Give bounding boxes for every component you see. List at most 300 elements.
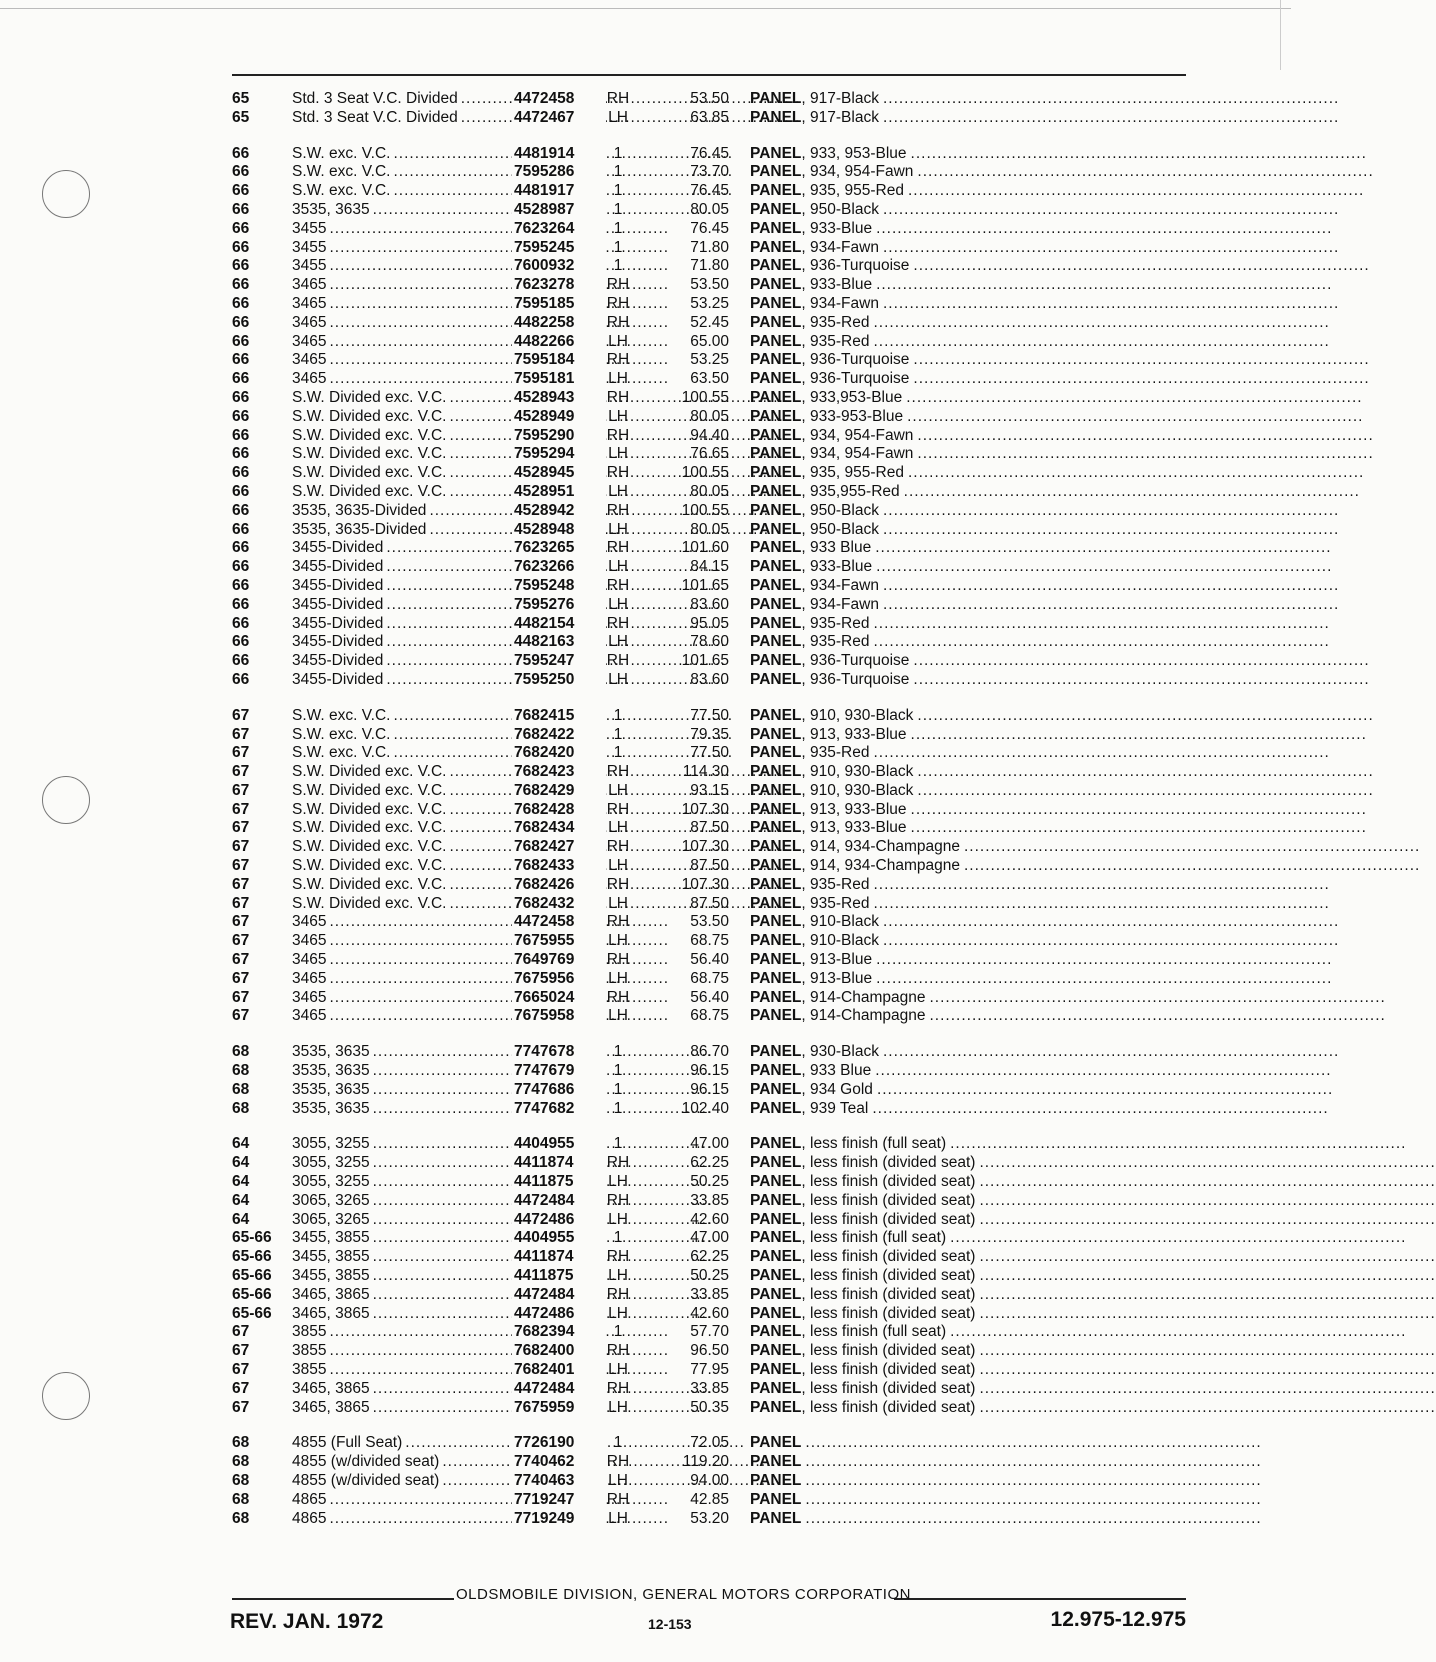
list-price: 73.70 [690, 163, 729, 181]
part-number: 7682401 [512, 1361, 606, 1380]
side-qty: RH [606, 838, 630, 856]
description: PANEL, 910, 930-Black ...................................................................................... [750, 763, 1374, 781]
side-qty: RH [606, 1154, 630, 1172]
description: PANEL, 934, 954-Fawn ...................................................................................... [750, 163, 1374, 181]
side-qty: RH [606, 426, 630, 444]
part-number: 4411875 [512, 1267, 606, 1286]
side-qty: 1 [613, 1135, 623, 1153]
model-year: 66 [232, 276, 250, 294]
application: 3455-Divided ..... [292, 615, 502, 634]
description-label: PANEL [750, 670, 802, 688]
list-price: 68.75 [690, 932, 729, 950]
part-number: 7682432 [512, 895, 606, 914]
description: PANEL, 913-Blue ...................................................................................... [750, 969, 1333, 987]
side-qty: LH [608, 819, 628, 837]
model-year: 66 [232, 370, 250, 388]
table-row [232, 1210, 1436, 1230]
side-qty: RH [606, 388, 630, 406]
part-number: 7595185 [512, 295, 606, 314]
description-label: PANEL [750, 1229, 802, 1247]
description: PANEL, 914-Champagne ...................................................................................... [750, 988, 1386, 1006]
description: PANEL, 934 Gold ...................................................................................... [750, 1080, 1334, 1098]
list-price: 96.15 [690, 1080, 729, 1098]
description-text: 910-Black [810, 913, 879, 931]
part-number: 4528943 [512, 389, 606, 408]
model-year: 65-66 [232, 1267, 272, 1285]
part-number: 7682426 [512, 876, 606, 895]
part-number: 4482258 [512, 314, 606, 333]
list-price: 71.80 [690, 238, 729, 256]
description-text: 935, 955-Red [810, 182, 904, 200]
model-year: 68 [232, 1471, 250, 1489]
description: PANEL, less finish (full seat) ...................................................................................... [750, 1229, 1407, 1247]
application: 3455-Divided ..... [292, 633, 502, 652]
application: 3465 ..... [292, 333, 502, 352]
list-price: 42.85 [690, 1490, 729, 1508]
side-qty: LH [608, 520, 628, 538]
list-price: 57.70 [690, 1323, 729, 1341]
description-label: PANEL [750, 219, 802, 237]
description-text: 910, 930-Black [810, 781, 914, 799]
table-row [232, 1471, 1262, 1491]
description-text: less finish (divided seat) [810, 1342, 976, 1360]
list-price: 56.40 [690, 988, 729, 1006]
model-year: 67 [232, 969, 250, 987]
description-text: 913-Blue [810, 951, 873, 969]
table-row [232, 163, 1374, 182]
description: PANEL, 934, 954-Fawn ...................................................................................... [750, 445, 1374, 463]
part-number: 4528987 [512, 201, 606, 220]
description-text: less finish (divided seat) [810, 1379, 976, 1397]
description-label: PANEL [750, 1099, 802, 1117]
model-year: 65-66 [232, 1229, 272, 1247]
description-text: 913, 933-Blue [810, 800, 907, 818]
description-text: less finish (divided seat) [810, 1285, 976, 1303]
description-label: PANEL [750, 1323, 802, 1341]
model-year: 66 [232, 426, 250, 444]
description-text: less finish (divided seat) [810, 1267, 976, 1285]
description-label: PANEL [750, 351, 802, 369]
description: PANEL, 934-Fawn ...................................................................................... [750, 595, 1340, 613]
part-number: 7665024 [512, 989, 606, 1008]
part-number: 7682422 [512, 726, 606, 745]
application: 3465, 3865 ..... [292, 1380, 502, 1399]
description: PANEL, less finish (divided seat) ...................................................................................... [750, 1398, 1436, 1416]
description-label: PANEL [750, 652, 802, 670]
list-price: 83.60 [690, 670, 729, 688]
table-row [232, 1154, 1436, 1173]
table-row [232, 257, 1370, 276]
list-price: 53.50 [690, 90, 729, 107]
model-year: 67 [232, 913, 250, 931]
side-qty: RH [606, 90, 630, 107]
table-row [232, 426, 1374, 446]
side-qty: 1 [613, 163, 623, 181]
model-year: 66 [232, 539, 250, 557]
part-number: 4528951 [512, 483, 606, 502]
model-year: 66 [232, 652, 250, 670]
application: 3465 ..... [292, 989, 502, 1008]
model-year: 68 [232, 1080, 250, 1098]
description-label: PANEL [750, 595, 802, 613]
list-price: 62.25 [690, 1154, 729, 1172]
side-qty: 1 [613, 1043, 623, 1061]
part-number: 7675955 [512, 932, 606, 951]
description: PANEL, 910-Black ...................................................................................... [750, 913, 1340, 931]
header-rule [232, 74, 1186, 76]
side-qty: LH [608, 969, 628, 987]
list-price: 50.25 [690, 1173, 729, 1191]
side-qty: 1 [613, 725, 623, 743]
model-year: 66 [232, 520, 250, 538]
table-row [232, 144, 1367, 164]
description-text: 934-Fawn [810, 294, 879, 312]
description-text: 910, 930-Black [810, 763, 914, 781]
description: PANEL ...................................................................................... [750, 1490, 1262, 1508]
description: PANEL, less finish (divided seat) ...................................................................................... [750, 1173, 1436, 1191]
application: 3535, 3635-Divided ..... [292, 521, 502, 540]
description-label: PANEL [750, 1434, 802, 1452]
model-year: 68 [232, 1099, 250, 1117]
table-row [232, 388, 1363, 408]
application: 3455-Divided ..... [292, 596, 502, 615]
side-qty: 1 [613, 200, 623, 218]
description-label: PANEL [750, 969, 802, 987]
table-row [232, 1453, 1262, 1472]
description-text: 913-Blue [810, 969, 873, 987]
model-year: 67 [232, 706, 250, 724]
side-qty: LH [608, 595, 628, 613]
description-label: PANEL [750, 1490, 802, 1508]
application: 3535, 3635 ..... [292, 1100, 502, 1119]
model-year: 67 [232, 951, 250, 969]
description-label: PANEL [750, 1080, 802, 1098]
part-number: 4411874 [512, 1248, 606, 1267]
table-row [232, 313, 1330, 333]
model-year: 68 [232, 1043, 250, 1061]
side-qty: 1 [613, 144, 623, 162]
side-qty: RH [606, 1342, 630, 1360]
description-label: PANEL [750, 1304, 802, 1322]
application: S.W. exc. V.C. ..... [292, 744, 502, 763]
part-number: 4472484 [512, 1380, 606, 1399]
description-label: PANEL [750, 763, 802, 781]
side-qty: RH [606, 576, 630, 594]
list-price: 96.50 [690, 1342, 729, 1360]
application: 3055, 3255 ..... [292, 1173, 502, 1192]
list-price: 76.45 [690, 182, 729, 200]
description-text: 914, 934-Champagne [810, 857, 960, 875]
table-row [232, 482, 1360, 502]
description: PANEL, less finish (divided seat) ...................................................................................... [750, 1191, 1436, 1209]
list-price: 100.55 [681, 501, 729, 519]
description-text: less finish (divided seat) [810, 1154, 976, 1172]
description-text: 934, 954-Fawn [810, 426, 914, 444]
description-text: 910-Black [810, 932, 879, 950]
description-label: PANEL [750, 706, 802, 724]
list-price: 87.50 [690, 857, 729, 875]
description-text: 950-Black [810, 200, 879, 218]
table-row [232, 182, 1365, 201]
description-text: 930-Black [810, 1043, 879, 1061]
description: PANEL ...................................................................................... [750, 1471, 1262, 1489]
table-row [232, 1509, 1262, 1529]
description: PANEL, 950-Black ...................................................................................... [750, 501, 1340, 519]
application: 3055, 3255 ..... [292, 1135, 502, 1154]
list-price: 96.15 [690, 1062, 729, 1080]
description-label: PANEL [750, 1173, 802, 1191]
list-price: 87.50 [690, 894, 729, 912]
application: 3465 ..... [292, 970, 502, 989]
side-qty: LH [608, 1509, 628, 1527]
description-text: 936-Turquoise [810, 370, 910, 388]
description-text: 934-Fawn [810, 595, 879, 613]
side-qty: LH [608, 1471, 628, 1489]
description: PANEL, less finish (divided seat) ...................................................................................... [750, 1342, 1436, 1360]
part-number: 7595290 [512, 427, 606, 446]
model-year: 66 [232, 219, 250, 237]
application: 4865 ..... [292, 1510, 502, 1529]
model-year: 67 [232, 1361, 250, 1378]
table-row [232, 913, 1340, 932]
application: 4855 (Full Seat) ..... [292, 1434, 502, 1453]
side-qty: RH [606, 464, 630, 482]
table-row [232, 576, 1340, 596]
list-price: 101.65 [681, 652, 729, 670]
table-row [232, 706, 1374, 726]
description-label: PANEL [750, 932, 802, 950]
description-text: 934-Fawn [810, 576, 879, 594]
description-label: PANEL [750, 819, 802, 837]
side-qty: 1 [613, 706, 623, 724]
table-row [232, 332, 1330, 352]
model-year: 66 [232, 163, 250, 181]
side-qty: RH [606, 294, 630, 312]
description-label: PANEL [750, 1509, 802, 1527]
part-number: 7595184 [512, 351, 606, 370]
part-number: 7675959 [512, 1399, 606, 1418]
list-price: 50.35 [690, 1398, 729, 1416]
application: 3535, 3635 ..... [292, 1043, 502, 1062]
list-price: 101.60 [681, 539, 729, 557]
part-number: 7719249 [512, 1510, 606, 1529]
list-price: 47.00 [690, 1229, 729, 1247]
description-text: 935-Red [810, 633, 870, 651]
side-qty: RH [606, 951, 630, 969]
description-text: 934-Fawn [810, 238, 879, 256]
application: 3455, 3855 ..... [292, 1229, 502, 1248]
side-qty: RH [606, 652, 630, 670]
application: 3465 ..... [292, 351, 502, 370]
list-price: 68.75 [690, 1007, 729, 1025]
model-year: 66 [232, 614, 250, 632]
table-row [232, 501, 1340, 521]
description-text: 935-Red [810, 894, 870, 912]
side-qty: RH [606, 913, 630, 931]
description: PANEL, less finish (divided seat) ...................................................................................... [750, 1304, 1436, 1322]
side-qty: LH [608, 1007, 628, 1025]
description-label: PANEL [750, 1062, 802, 1080]
model-year: 66 [232, 464, 250, 482]
list-price: 76.45 [690, 144, 729, 162]
application: 3465, 3865 ..... [292, 1399, 502, 1418]
page-number: 12-153 [648, 1616, 692, 1632]
description: PANEL ...................................................................................... [750, 1509, 1262, 1527]
table-row [232, 652, 1370, 671]
description-text: 910, 930-Black [810, 706, 914, 724]
description: PANEL ...................................................................................... [750, 1434, 1262, 1452]
model-year: 66 [232, 294, 250, 312]
description: PANEL, 914, 934-Champagne ...................................................................................... [750, 857, 1421, 875]
description-label: PANEL [750, 1361, 802, 1378]
side-qty: RH [606, 614, 630, 632]
part-number: 7623278 [512, 276, 606, 295]
description-text: 917-Black [810, 90, 879, 107]
description: PANEL, 910-Black ...................................................................................... [750, 932, 1340, 950]
part-number: 7595294 [512, 445, 606, 464]
description-label: PANEL [750, 370, 802, 388]
description: PANEL, 933, 953-Blue ...................................................................................... [750, 144, 1367, 162]
list-price: 72.05 [690, 1434, 729, 1452]
application: 3465 ..... [292, 1007, 502, 1026]
part-number: 7740462 [512, 1453, 606, 1472]
description-text: 935,955-Red [810, 482, 900, 500]
table-row [232, 90, 1340, 109]
table-row [232, 219, 1333, 239]
model-year: 66 [232, 407, 250, 425]
description: PANEL, 935-Red ...................................................................................... [750, 744, 1330, 762]
description-label: PANEL [750, 857, 802, 875]
description: PANEL, 935,955-Red ...................................................................................... [750, 482, 1360, 500]
list-price: 76.45 [690, 219, 729, 237]
description-label: PANEL [750, 576, 802, 594]
part-number: 7740463 [512, 1472, 606, 1491]
description-text: 936-Turquoise [810, 257, 910, 275]
list-price: 102.40 [681, 1099, 729, 1117]
list-price: 47.00 [690, 1135, 729, 1153]
binder-hole-top [42, 170, 90, 218]
part-number: 7726190 [512, 1434, 606, 1453]
table-row [232, 763, 1374, 782]
side-qty: 1 [613, 1062, 623, 1080]
part-number: 4481914 [512, 145, 606, 164]
side-qty: RH [606, 1453, 630, 1471]
model-year: 66 [232, 482, 250, 500]
model-year: 67 [232, 725, 250, 743]
part-number: 4404955 [512, 1229, 606, 1248]
side-qty: LH [608, 1398, 628, 1416]
application: S.W. Divided exc. V.C. ..... [292, 427, 502, 446]
side-qty: RH [606, 800, 630, 818]
table-row [232, 595, 1340, 615]
part-number: 4472467 [512, 109, 606, 128]
model-year: 68 [232, 1453, 250, 1471]
description-label: PANEL [750, 200, 802, 218]
table-row [232, 1099, 1329, 1119]
description: PANEL, 934, 954-Fawn ...................................................................................... [750, 426, 1374, 444]
part-number: 4482154 [512, 615, 606, 634]
table-row [232, 1304, 1436, 1324]
description-label: PANEL [750, 1191, 802, 1209]
side-qty: RH [606, 1285, 630, 1303]
application: S.W. Divided exc. V.C. ..... [292, 445, 502, 464]
table-row [232, 1191, 1436, 1211]
binder-hole-bottom [42, 1372, 90, 1420]
description-label: PANEL [750, 1248, 802, 1266]
description-text: 914-Champagne [810, 988, 926, 1006]
model-year: 67 [232, 800, 250, 818]
description-text: 913, 933-Blue [810, 819, 907, 837]
list-price: 78.60 [690, 633, 729, 651]
description-label: PANEL [750, 1398, 802, 1416]
list-price: 100.55 [681, 464, 729, 482]
description-text: 933 Blue [810, 539, 872, 557]
description-label: PANEL [750, 725, 802, 743]
revision-date: REV. JAN. 1972 [230, 1610, 384, 1633]
model-year: 64 [232, 1135, 250, 1153]
part-number: 4472486 [512, 1211, 606, 1230]
description-label: PANEL [750, 744, 802, 762]
description: PANEL, 935-Red ...................................................................................... [750, 633, 1330, 651]
list-price: 107.30 [681, 875, 729, 893]
description: PANEL, 935-Red ...................................................................................... [750, 894, 1330, 912]
model-year: 68 [232, 1434, 250, 1452]
side-qty: LH [608, 670, 628, 688]
list-price: 79.35 [690, 725, 729, 743]
list-price: 119.20 [682, 1453, 729, 1471]
part-number: 7682429 [512, 782, 606, 801]
description: PANEL, less finish (divided seat) ...................................................................................... [750, 1379, 1436, 1397]
side-qty: LH [608, 108, 628, 126]
description-text: 935-Red [810, 875, 870, 893]
application: S.W. Divided exc. V.C. ..... [292, 857, 502, 876]
part-number: 7682434 [512, 819, 606, 838]
model-year: 64 [232, 1173, 250, 1191]
application: 3455-Divided ..... [292, 539, 502, 558]
description-label: PANEL [750, 1379, 802, 1397]
list-price: 83.60 [690, 595, 729, 613]
model-year: 66 [232, 445, 250, 463]
application: 3465, 3865 ..... [292, 1286, 502, 1305]
table-row [232, 725, 1367, 745]
model-year: 67 [232, 1323, 250, 1341]
description: PANEL, 935, 955-Red ...................................................................................... [750, 182, 1365, 200]
side-qty: LH [608, 370, 628, 388]
side-qty: LH [608, 1267, 628, 1285]
list-price: 33.85 [690, 1285, 729, 1303]
application: 3455-Divided ..... [292, 652, 502, 671]
application: S.W. Divided exc. V.C. ..... [292, 876, 502, 895]
side-qty: LH [608, 1210, 628, 1228]
part-number: 7747679 [512, 1062, 606, 1081]
description-text: 933 Blue [810, 1062, 872, 1080]
table-row [232, 819, 1367, 838]
list-price: 94.00 [690, 1471, 729, 1489]
part-number: 7623266 [512, 558, 606, 577]
part-number: 7682423 [512, 763, 606, 782]
part-number: 4528949 [512, 408, 606, 427]
description: PANEL, 910, 930-Black ...................................................................................... [750, 706, 1374, 724]
model-year: 66 [232, 633, 250, 651]
side-qty: 1 [613, 238, 623, 256]
side-qty: RH [606, 351, 630, 369]
model-year: 64 [232, 1210, 250, 1228]
model-year: 67 [232, 781, 250, 799]
part-number: 4472484 [512, 1286, 606, 1305]
side-qty: LH [608, 1361, 628, 1378]
description-text: 914-Champagne [810, 1007, 926, 1025]
part-number: 4411875 [512, 1173, 606, 1192]
